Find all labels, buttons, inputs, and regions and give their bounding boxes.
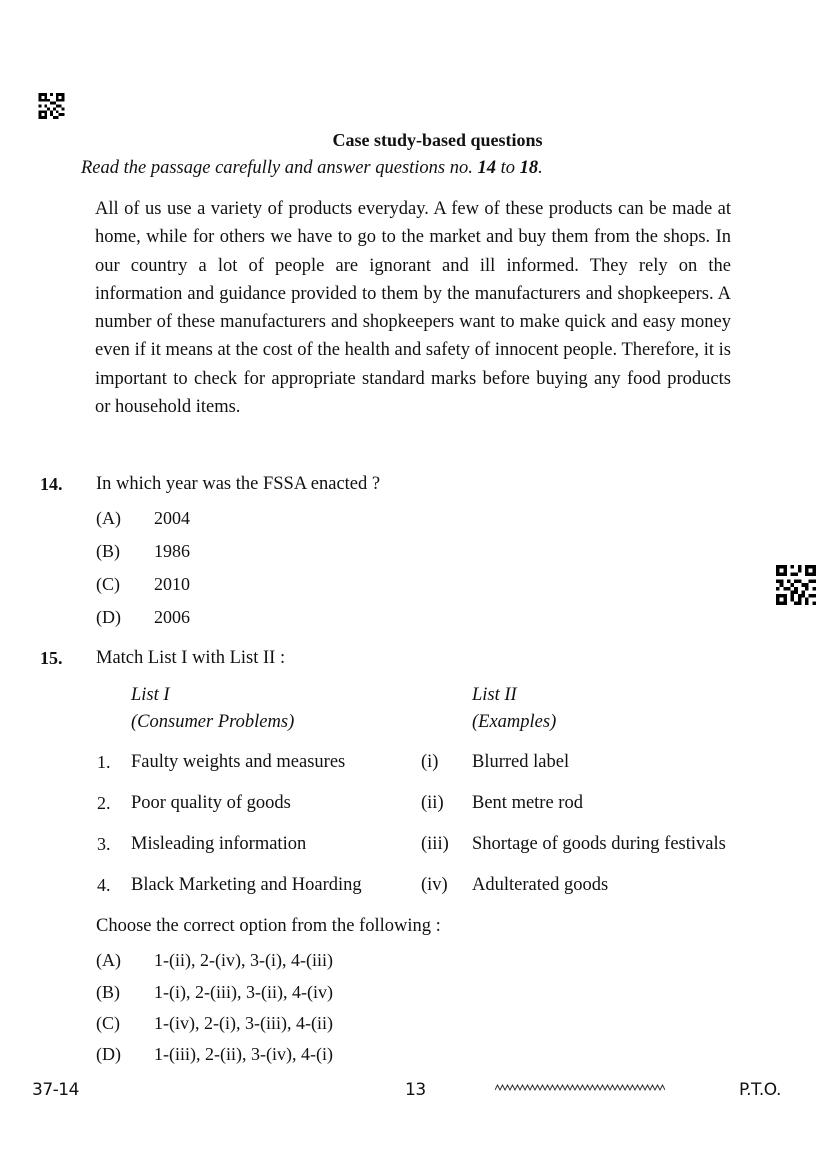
instruction-from: 14 xyxy=(477,158,497,178)
row-roman: (i) xyxy=(421,752,439,772)
option-value: 1-(ii), 2-(iv), 3-(i), 4-(iii) xyxy=(154,950,333,970)
row-number: 4. xyxy=(97,875,111,895)
question-number: 14. xyxy=(40,474,63,494)
list1-item: Misleading information xyxy=(131,834,307,854)
list2-item: Shortage of goods during festivals xyxy=(472,834,726,854)
list1-item: Faulty weights and measures xyxy=(131,752,346,772)
option-letter: (D) xyxy=(96,1044,121,1064)
row-number: 3. xyxy=(97,834,111,854)
question-text: Match List I with List II : xyxy=(96,648,286,668)
option-letter: (B) xyxy=(96,982,120,1002)
list1-item: Black Marketing and Hoarding xyxy=(131,875,362,895)
option-letter: (A) xyxy=(96,508,121,528)
row-roman: (ii) xyxy=(421,793,444,813)
page-number: 13 xyxy=(405,1080,426,1100)
option-value: 2006 xyxy=(154,607,190,627)
list1-item: Poor quality of goods xyxy=(131,793,291,813)
row-number: 2. xyxy=(97,793,111,813)
paper-code: 37-14 xyxy=(32,1080,79,1100)
list1-subheader: (Consumer Problems) xyxy=(131,712,295,732)
list2-item: Blurred label xyxy=(472,752,570,772)
qr-code-icon xyxy=(776,565,816,605)
instruction-suffix: . xyxy=(538,158,543,178)
list1-header: List I xyxy=(131,685,170,705)
question-text: In which year was the FSSA enacted ? xyxy=(96,474,381,494)
option-letter: (A) xyxy=(96,950,121,970)
section-title: Case study-based questions xyxy=(332,130,543,150)
option-value: 2010 xyxy=(154,574,190,594)
option-letter: (C) xyxy=(96,1013,120,1033)
case-study-passage: All of us use a variety of products everyday. A few of these products can be made at home, while for others we have to go to the market and buy them from the shops. In our country a lot of people are ignorant and ill informed. They rely on the information and guidance provided to them by the manufacturers and shopkeepers. A number of these manufacturers and shopkeepers want to make quick and easy money even if it means at the cost of the health and safety of innocent people. Therefore, it is important to check for appropriate standard marks before buying any food products or household items. xyxy=(95,199,731,418)
option-value: 2004 xyxy=(154,508,190,528)
instruction-to: 18 xyxy=(519,158,539,178)
option-letter: (C) xyxy=(96,574,120,594)
instruction xyxy=(81,158,543,179)
qr-code-icon xyxy=(38,93,65,119)
option-value: 1-(i), 2-(iii), 3-(ii), 4-(iv) xyxy=(154,982,333,1002)
list2-item: Adulterated goods xyxy=(472,875,609,895)
row-roman: (iii) xyxy=(421,834,449,854)
option-letter: (D) xyxy=(96,607,121,627)
instruction-middle: to xyxy=(496,158,520,178)
instruction-prefix: Read the passage carefully and answer questions no. xyxy=(81,158,478,178)
option-value: 1-(iv), 2-(i), 3-(iii), 4-(ii) xyxy=(154,1013,333,1033)
option-value: 1-(iii), 2-(ii), 3-(iv), 4-(i) xyxy=(154,1044,333,1064)
squiggle-divider xyxy=(495,1083,665,1093)
row-number: 1. xyxy=(97,752,111,772)
question-number: 15. xyxy=(40,648,63,668)
option-value: 1986 xyxy=(154,541,190,561)
choose-instruction: Choose the correct option from the following : xyxy=(96,916,441,936)
please-turn-over: P.T.O. xyxy=(739,1080,781,1100)
list2-subheader: (Examples) xyxy=(472,712,557,732)
row-roman: (iv) xyxy=(421,875,448,895)
option-letter: (B) xyxy=(96,541,120,561)
list2-item: Bent metre rod xyxy=(472,793,583,813)
list2-header: List II xyxy=(472,685,517,705)
